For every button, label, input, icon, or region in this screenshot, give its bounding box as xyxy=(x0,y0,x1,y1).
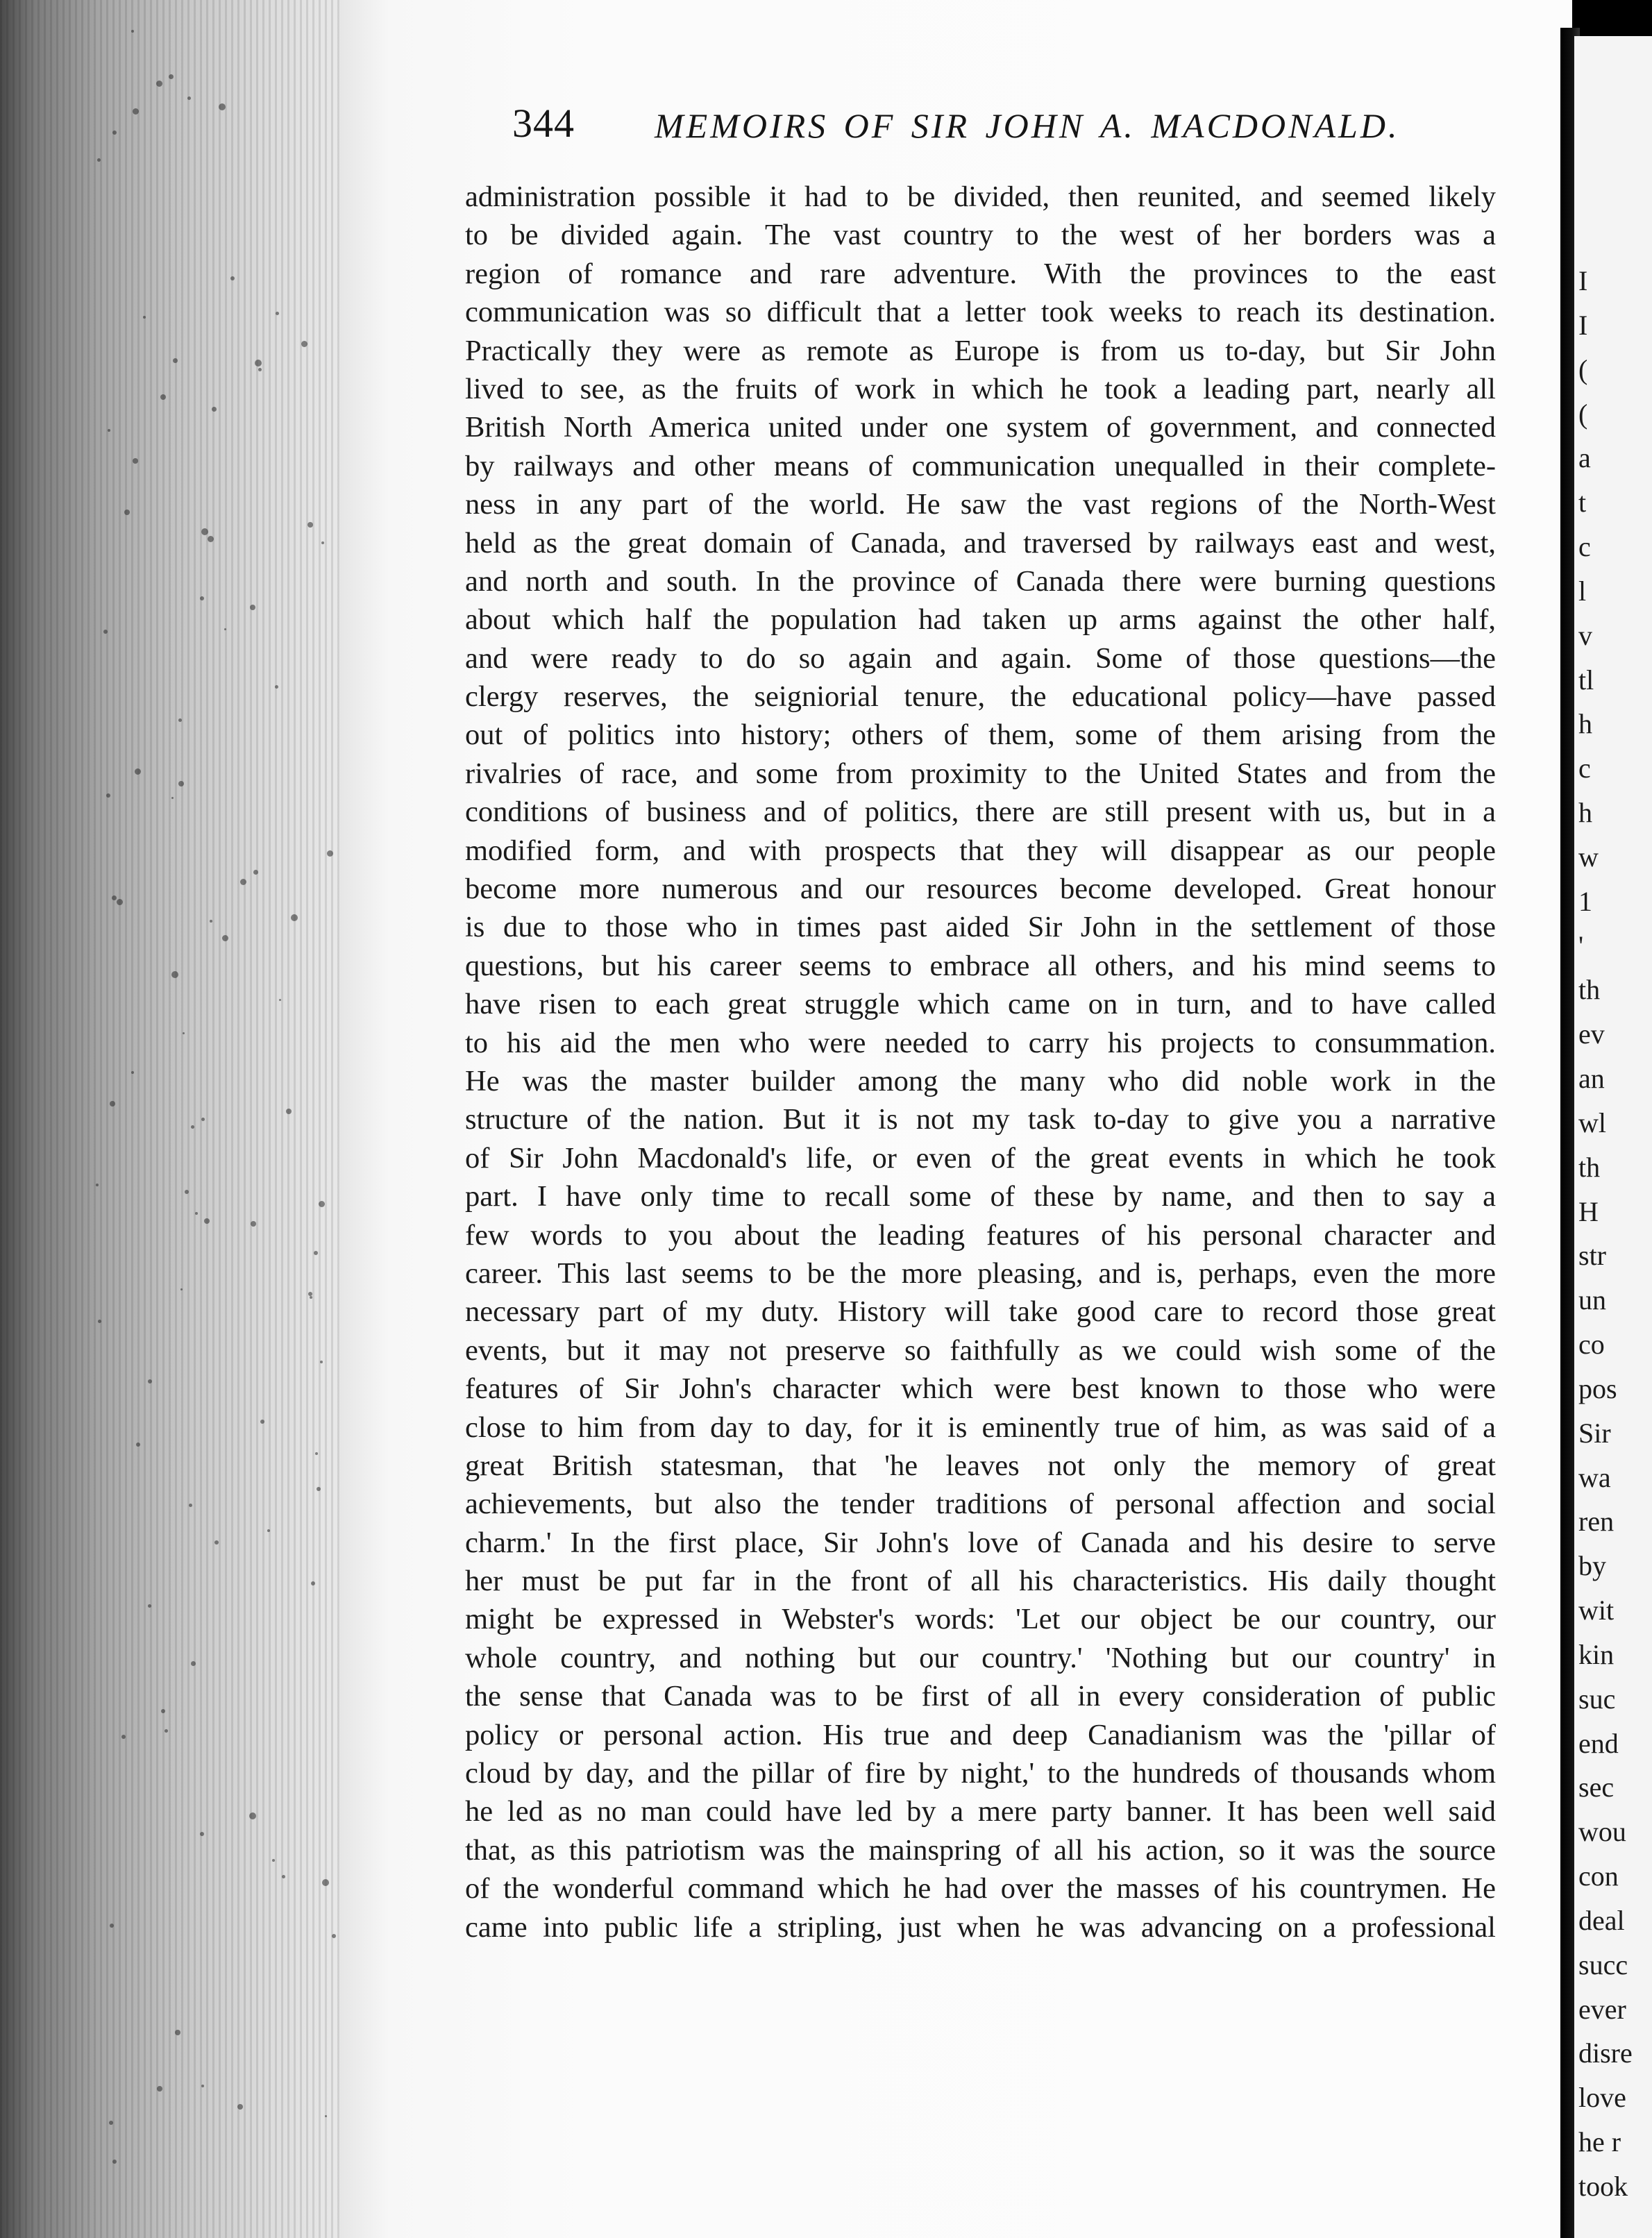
facing-page-fragment: I xyxy=(1578,310,1588,341)
page-number: 344 xyxy=(512,101,575,146)
paper-speck xyxy=(237,2104,243,2110)
text-line: to his aid the men who were needed to carry his projects to consummation. xyxy=(465,1026,1496,1059)
text-line: clergy reserves, the seigniorial tenure, the educational policy—have passed xyxy=(465,680,1496,714)
text-line: came into public life a stripling, just when he was advancing on a professional xyxy=(465,1910,1496,1944)
facing-page-fragment: took xyxy=(1578,2171,1628,2202)
text-line: policy or personal action. His true and deep Canadianism was the 'pillar of xyxy=(465,1718,1496,1751)
text-line: rivalries of race, and some from proximity to the United States and from the xyxy=(465,757,1496,790)
paper-speck xyxy=(96,1184,99,1186)
text-line: that, as this patriotism was the mainspring of all his action, so it was the source xyxy=(465,1833,1496,1867)
text-line: and were ready to do so again and again. Some of those questions—the xyxy=(465,641,1496,675)
paper-speck xyxy=(260,1420,264,1424)
paper-speck xyxy=(308,1292,312,1296)
text-line: to be divided again. The vast country to the west of her borders was a xyxy=(465,219,1496,252)
text-line: structure of the nation. But it is not my task to-day to give you a narrative xyxy=(465,1103,1496,1136)
paper-speck xyxy=(214,1540,219,1545)
text-line: achievements, but also the tender traditions of personal affection and social xyxy=(465,1488,1496,1521)
paper-speck xyxy=(110,1101,115,1107)
paper-speck xyxy=(160,394,166,400)
paper-speck xyxy=(175,2030,180,2035)
paper-speck xyxy=(110,1924,114,1928)
facing-page-fragment: ren xyxy=(1578,1506,1615,1537)
facing-page-fragment: th xyxy=(1578,1152,1601,1183)
paper-speck xyxy=(103,630,108,634)
paper-speck xyxy=(255,360,262,367)
paper-speck xyxy=(204,1218,210,1224)
paper-speck xyxy=(195,1212,198,1215)
paper-speck xyxy=(332,1934,336,1938)
facing-page-fragment: H xyxy=(1578,1196,1599,1227)
text-line: region of romance and rare adventure. With the provinces to the east xyxy=(465,257,1496,290)
paper-speck xyxy=(117,899,123,905)
paper-speck xyxy=(319,1201,325,1207)
paper-speck xyxy=(250,605,255,610)
text-line: career. This last seems to be the more pleasing, and is, perhaps, even the more xyxy=(465,1256,1496,1290)
facing-page-fragment: love xyxy=(1578,2082,1626,2113)
paper-speck xyxy=(112,2160,117,2164)
facing-page-fragment: kin xyxy=(1578,1639,1615,1670)
paper-speck xyxy=(131,1071,134,1074)
text-line: about which half the population had taken up arms against the other half, xyxy=(465,603,1496,637)
paper-speck xyxy=(136,1442,140,1447)
text-line: British North America united under one system of government, and connected xyxy=(465,411,1496,444)
facing-page-fragment: ( xyxy=(1578,354,1588,385)
paper-speck xyxy=(310,1296,312,1299)
text-line: modified form, and with prospects that they will disappear as our people xyxy=(465,834,1496,867)
paper-speck xyxy=(251,1221,256,1227)
facing-page-fragment: wit xyxy=(1578,1595,1615,1626)
text-line: features of Sir John's character which were best known to those who were xyxy=(465,1372,1496,1406)
paper-speck xyxy=(156,81,162,87)
paper-speck xyxy=(222,935,228,941)
page-edge-stack xyxy=(0,0,347,2238)
paper-speck xyxy=(173,358,178,363)
text-line: administration possible it had to be divided, then reunited, and seemed likely xyxy=(465,180,1496,213)
paper-speck xyxy=(112,895,117,900)
text-line: ness in any part of the world. He saw the vast regions of the North-West xyxy=(465,488,1496,521)
paper-speck xyxy=(200,1832,204,1836)
paper-speck xyxy=(108,429,110,432)
paper-speck xyxy=(178,718,182,722)
text-line: questions, but his career seems to embrace all others, and his mind seems to xyxy=(465,949,1496,982)
paper-speck xyxy=(272,1859,275,1862)
paper-speck xyxy=(97,158,101,162)
paper-speck xyxy=(148,1604,151,1608)
facing-page-fragment: w xyxy=(1578,841,1599,873)
paper-speck xyxy=(311,1581,315,1585)
paper-speck xyxy=(321,541,324,544)
facing-page-fragment: he r xyxy=(1578,2126,1621,2157)
paper-speck xyxy=(171,797,174,799)
facing-page-fragment: h xyxy=(1578,708,1592,739)
text-line: cloud by day, and the pillar of fire by night,' to the hundreds of thousands whom xyxy=(465,1757,1496,1790)
paper-speck xyxy=(201,2085,204,2087)
paper-speck xyxy=(212,407,217,412)
facing-page-fragment: end xyxy=(1578,1728,1619,1759)
paper-speck xyxy=(322,1879,329,1886)
text-line: lived to see, as the fruits of work in which he took a leading part, nearly all xyxy=(465,372,1496,405)
text-line: communication was so difficult that a letter took weeks to reach its destination. xyxy=(465,296,1496,329)
paper-speck xyxy=(315,1452,318,1455)
paper-speck xyxy=(317,1487,321,1491)
paper-speck xyxy=(219,103,226,110)
paper-speck xyxy=(307,522,313,528)
facing-page-fragment: an xyxy=(1578,1063,1605,1094)
paper-speck xyxy=(109,2121,113,2125)
paper-speck xyxy=(187,96,191,100)
paper-speck xyxy=(157,2086,162,2092)
paper-speck xyxy=(208,536,214,542)
paper-speck xyxy=(276,312,279,315)
paper-speck xyxy=(189,1504,192,1507)
paper-speck xyxy=(230,276,235,280)
facing-page-fragment: ever xyxy=(1578,1994,1626,2025)
paper-speck xyxy=(135,768,141,775)
paper-speck xyxy=(201,1118,205,1121)
facing-page-fragment: suc xyxy=(1578,1683,1616,1715)
text-line: of the wonderful command which he had over the masses of his countrymen. He xyxy=(465,1872,1496,1905)
paper-speck xyxy=(301,341,307,347)
text-line: close to him from day to day, for it is eminently true of him, as was said of a xyxy=(465,1411,1496,1444)
paper-speck xyxy=(191,1125,194,1129)
facing-page-fragment: str xyxy=(1578,1240,1606,1271)
paper-speck xyxy=(200,596,204,600)
paper-speck xyxy=(253,870,258,875)
paper-speck xyxy=(286,1109,292,1114)
text-line: out of politics into history; others of them, some of them arising from the xyxy=(465,718,1496,752)
text-line: and north and south. In the province of Canada there were burning questions xyxy=(465,564,1496,598)
paper-speck xyxy=(131,30,134,33)
facing-page-fragment: c xyxy=(1578,531,1591,562)
facing-page-fragment: wl xyxy=(1578,1107,1606,1138)
facing-page-fragment: I xyxy=(1578,265,1588,296)
paper-speck xyxy=(325,2115,327,2117)
paper-speck xyxy=(171,971,178,978)
text-line: is due to those who in times past aided Sir John in the settlement of those xyxy=(465,911,1496,944)
paper-speck xyxy=(210,920,212,923)
paper-speck xyxy=(180,1288,183,1290)
facing-page-fragment: c xyxy=(1578,752,1591,784)
facing-page-fragment: a xyxy=(1578,442,1591,473)
paper-speck xyxy=(133,108,139,115)
paper-speck xyxy=(240,879,246,885)
facing-page-fragment: 1 xyxy=(1578,886,1592,917)
paper-speck xyxy=(249,1812,256,1819)
facing-page-edge xyxy=(1574,36,1652,2238)
facing-page-fragment: Sir xyxy=(1578,1417,1611,1449)
text-line: have risen to each great struggle which came on in turn, and to have called xyxy=(465,988,1496,1021)
facing-page-fragment: un xyxy=(1578,1284,1606,1315)
paper-speck xyxy=(106,793,110,798)
text-line: events, but it may not preserve so faithfully as we could wish some of the xyxy=(465,1333,1496,1367)
facing-page-fragment: succ xyxy=(1578,1949,1628,1980)
facing-page-fragment: ( xyxy=(1578,398,1588,430)
text-line: He was the master builder among the many who did noble work in the xyxy=(465,1064,1496,1097)
paper-speck xyxy=(185,1190,189,1194)
paper-speck xyxy=(224,628,226,630)
facing-page-fragment: ' xyxy=(1578,930,1584,961)
facing-page-fragment: pos xyxy=(1578,1373,1617,1404)
facing-page-fragment: h xyxy=(1578,797,1592,828)
facing-page-fragment: wou xyxy=(1578,1816,1626,1847)
paper-speck xyxy=(121,1735,126,1739)
paper-speck xyxy=(258,368,262,371)
text-line: necessary part of my duty. History will take good care to record those great xyxy=(465,1295,1496,1329)
text-line: of Sir John Macdonald's life, or even of the great events in which he took xyxy=(465,1141,1496,1175)
facing-page-fragment: l xyxy=(1578,575,1587,607)
paper-speck xyxy=(267,1529,270,1532)
text-line: few words to you about the leading features of his personal character and xyxy=(465,1218,1496,1252)
facing-page-fragment: ev xyxy=(1578,1018,1605,1050)
paper-speck xyxy=(314,1251,318,1255)
facing-page-fragment: disre xyxy=(1578,2037,1633,2069)
text-line: her must be put far in the front of all his characteristics. His daily thought xyxy=(465,1565,1496,1598)
text-line: whole country, and nothing but our country.' 'Nothing but our country' in xyxy=(465,1641,1496,1674)
text-line: conditions of business and of politics, there are still present with us, but in a xyxy=(465,796,1496,829)
facing-page-fragment: by xyxy=(1578,1550,1606,1581)
paper-speck xyxy=(279,999,281,1001)
text-line: the sense that Canada was to be first of all in every consideration of public xyxy=(465,1680,1496,1713)
paper-speck xyxy=(191,1661,196,1666)
facing-page-fragment: con xyxy=(1578,1860,1619,1892)
paper-speck xyxy=(148,1379,152,1383)
facing-page-fragment: deal xyxy=(1578,1905,1625,1936)
text-line: great British statesman, that 'he leaves not only the memory of great xyxy=(465,1449,1496,1482)
text-line: charm.' In the first place, Sir John's love of Canada and his desire to serve xyxy=(465,1526,1496,1559)
text-line: Practically they were as remote as Europe is from us to-day, but Sir John xyxy=(465,334,1496,367)
facing-page-fragment: wa xyxy=(1578,1462,1611,1493)
text-line: part. I have only time to recall some of these by name, and then to say a xyxy=(465,1180,1496,1213)
text-line: by railways and other means of communication unequalled in their complete- xyxy=(465,449,1496,482)
paper-speck xyxy=(161,1709,165,1713)
paper-speck xyxy=(183,1032,185,1034)
running-head: MEMOIRS OF SIR JOHN A. MACDONALD. xyxy=(655,106,1400,145)
paper-speck xyxy=(291,914,298,921)
text-line: held as the great domain of Canada, and traversed by railways east and west, xyxy=(465,526,1496,560)
paper-speck xyxy=(282,1875,285,1878)
text-line: might be expressed in Webster's words: 'Let our object be our country, our xyxy=(465,1603,1496,1636)
facing-page-fragment: v xyxy=(1578,620,1592,651)
paper-speck xyxy=(178,781,184,786)
paper-speck xyxy=(133,458,138,464)
facing-page-fragment: t xyxy=(1578,487,1587,518)
facing-page-fragment: tl xyxy=(1578,664,1594,696)
paper-speck xyxy=(124,510,130,515)
paper-speck xyxy=(327,850,333,857)
paper-speck xyxy=(143,316,146,319)
page-header xyxy=(512,97,1484,160)
facing-page-fragment: co xyxy=(1578,1329,1605,1360)
text-line: he led as no man could have led by a mere party banner. It has been well said xyxy=(465,1795,1496,1828)
paper-speck xyxy=(165,1729,168,1733)
facing-page-fragment: sec xyxy=(1578,1772,1615,1803)
paper-speck xyxy=(275,685,278,689)
text-line: become more numerous and our resources become developed. Great honour xyxy=(465,873,1496,906)
paper-speck xyxy=(112,131,117,135)
paper-speck xyxy=(98,1320,101,1323)
paper-speck xyxy=(320,1361,323,1363)
facing-page-fragment: th xyxy=(1578,974,1601,1005)
paper-speck xyxy=(201,528,208,535)
body-text xyxy=(465,178,1496,1946)
paper-speck xyxy=(169,74,174,79)
